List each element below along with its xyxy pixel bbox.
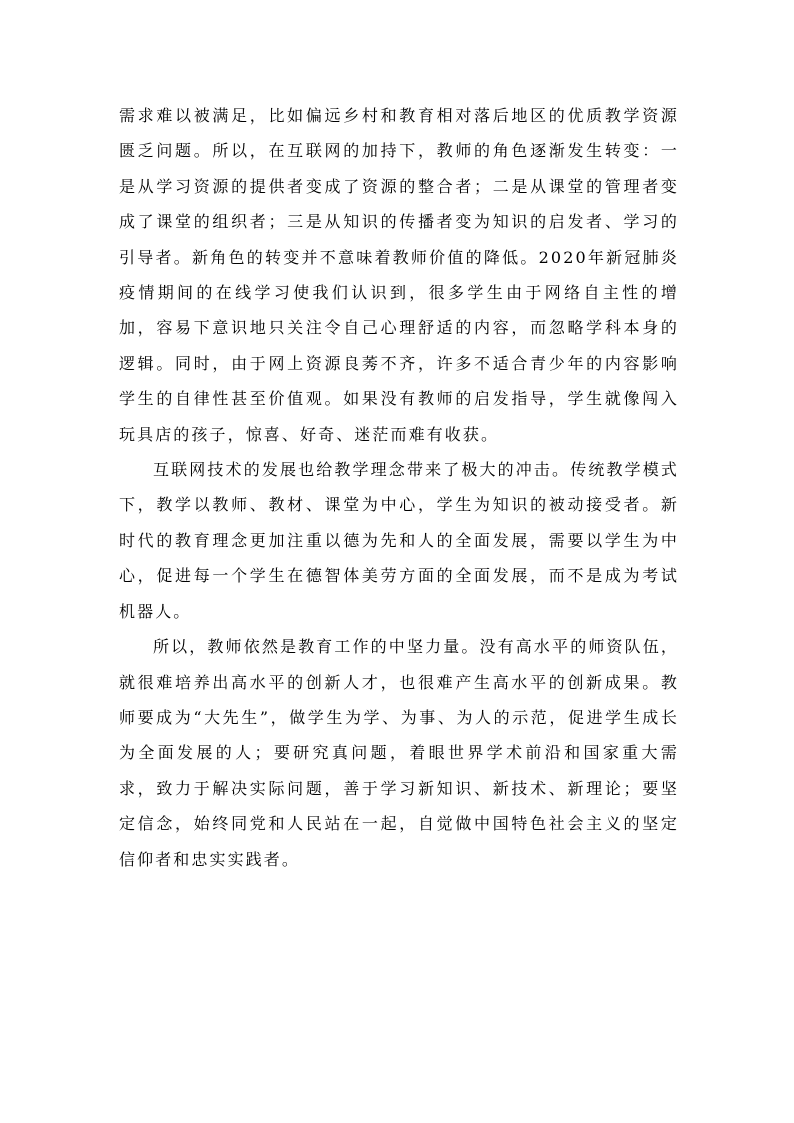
document-body [119, 98, 679, 877]
paragraph-2: 互联网技术的发展也给教学理念带来了极大的冲击。传统教学模式下，教学以教师、教材、课堂为中心，学生为知识的被动接受者。新时代的教育理念更加注重以德为先和人的全面发展，需要以学生为中心，促进每一个学生在德智体美劳方面的全面发展，而不是成为考试机器人。 [119, 460, 679, 621]
paragraph-3: 所以，教师依然是教育工作的中坚力量。没有高水平的师资队伍，就很难培养出高水平的创新人才，也很难产生高水平的创新成果。教师要成为“大先生”，做学生为学、为事、为人的示范，促进学生成长为全面发展的人；要研究真问题，着眼世界学术前沿和国家重大需求，致力于解决实际问题，善于学习新知识、新技术、新理论；要坚定信念，始终同党和人民站在一起，自觉做中国特色社会主义的坚定信仰者和忠实实践者。 [119, 637, 679, 869]
paragraph-1: 需求难以被满足，比如偏远乡村和教育相对落后地区的优质教学资源匮乏问题。所以，在互联网的加持下，教师的角色逐渐发生转变：一是从学习资源的提供者变成了资源的整合者；二是从课堂的管理者变成了课堂的组织者；三是从知识的传播者变为知识的启发者、学习的引导者。新角色的转变并不意味着教师价值的降低。2020年新冠肺炎疫情期间的在线学习使我们认识到，很多学生由于网络自主性的增加，容易下意识地只关注令自己心理舒适的内容，而忽略学科本身的逻辑。同时，由于网上资源良莠不齐，许多不适合青少年的内容影响学生的自律性甚至价值观。如果没有教师的启发指导，学生就像闯入玩具店的孩子，惊喜、好奇、迷茫而难有收获。 [119, 106, 679, 444]
